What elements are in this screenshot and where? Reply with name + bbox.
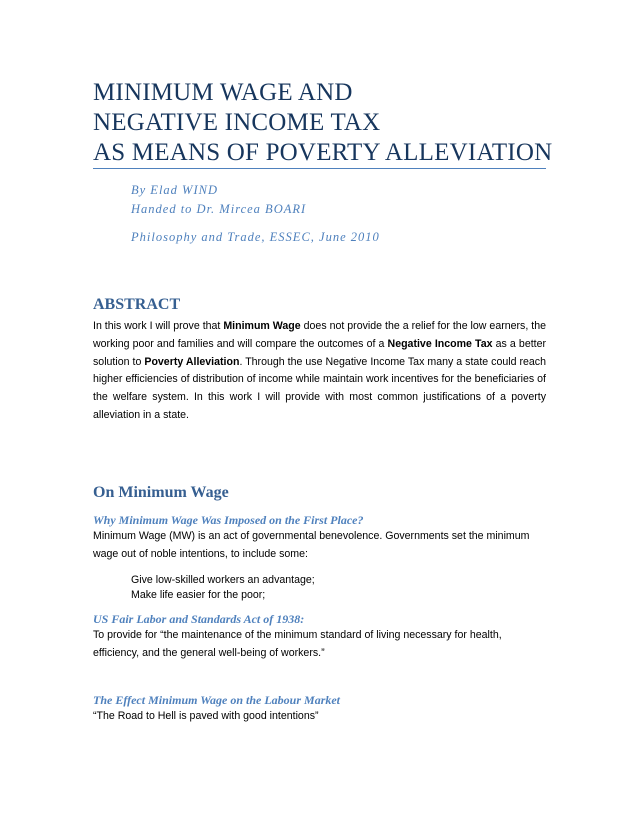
abstract-bold-poverty-alleviation: Poverty Alleviation xyxy=(144,355,240,368)
title-line-1: MINIMUM WAGE AND xyxy=(93,79,353,106)
list-item: Give low-skilled workers an advantage; xyxy=(131,574,315,586)
minimum-wage-heading: On Minimum Wage xyxy=(93,484,229,501)
author-line: By Elad WIND xyxy=(131,183,218,197)
abstract-text-2: does not provide the a relief for the low earners, the working poor and families and will compare the outcomes of a xyxy=(93,320,546,350)
title-line-3: AS MEANS OF POVERTY ALLEVIATION xyxy=(93,139,553,166)
fair-labor-act-paragraph: To provide for “the maintenance of the minimum standard of living necessary for health, efficiency, and the general well-being of workers.” xyxy=(93,629,502,659)
minimum-wage-paragraph: Minimum Wage (MW) is an act of governmental benevolence. Governments set the minimum wage out of noble intentions, to include some: xyxy=(93,530,530,560)
document-title xyxy=(93,78,553,168)
abstract-text-4: . Through the use Negative Income Tax many a state could reach higher efficiencies of distribution of income while maintain work incentives for the beneficiaries of the welfare system. In this work I will provide with most common justifications of a poverty alleviation in a state. xyxy=(93,355,547,421)
abstract-text-3: as a better solution to xyxy=(93,337,547,368)
abstract-text-1: In this work I will prove that xyxy=(93,320,224,332)
title-underline-rule xyxy=(93,168,546,169)
abstract-bold-negative-income-tax: Negative Income Tax xyxy=(387,337,493,350)
why-minimum-wage-subheading: Why Minimum Wage Was Imposed on the First Place? xyxy=(93,513,364,527)
labour-market-subheading: The Effect Minimum Wage on the Labour Market xyxy=(93,693,341,707)
abstract-paragraph xyxy=(93,318,546,425)
course-line: Philosophy and Trade, ESSEC, June 2010 xyxy=(131,230,380,244)
list-item: Make life easier for the poor; xyxy=(131,589,266,601)
handed-to-line: Handed to Dr. Mircea BOARI xyxy=(131,202,307,216)
abstract-heading: ABSTRACT xyxy=(93,296,181,313)
title-line-2: NEGATIVE INCOME TAX xyxy=(93,109,381,136)
fair-labor-act-subheading: US Fair Labor and Standards Act of 1938: xyxy=(93,612,305,626)
labour-market-quote: “The Road to Hell is paved with good intentions” xyxy=(93,710,319,722)
abstract-bold-minimum-wage: Minimum Wage xyxy=(223,320,301,332)
